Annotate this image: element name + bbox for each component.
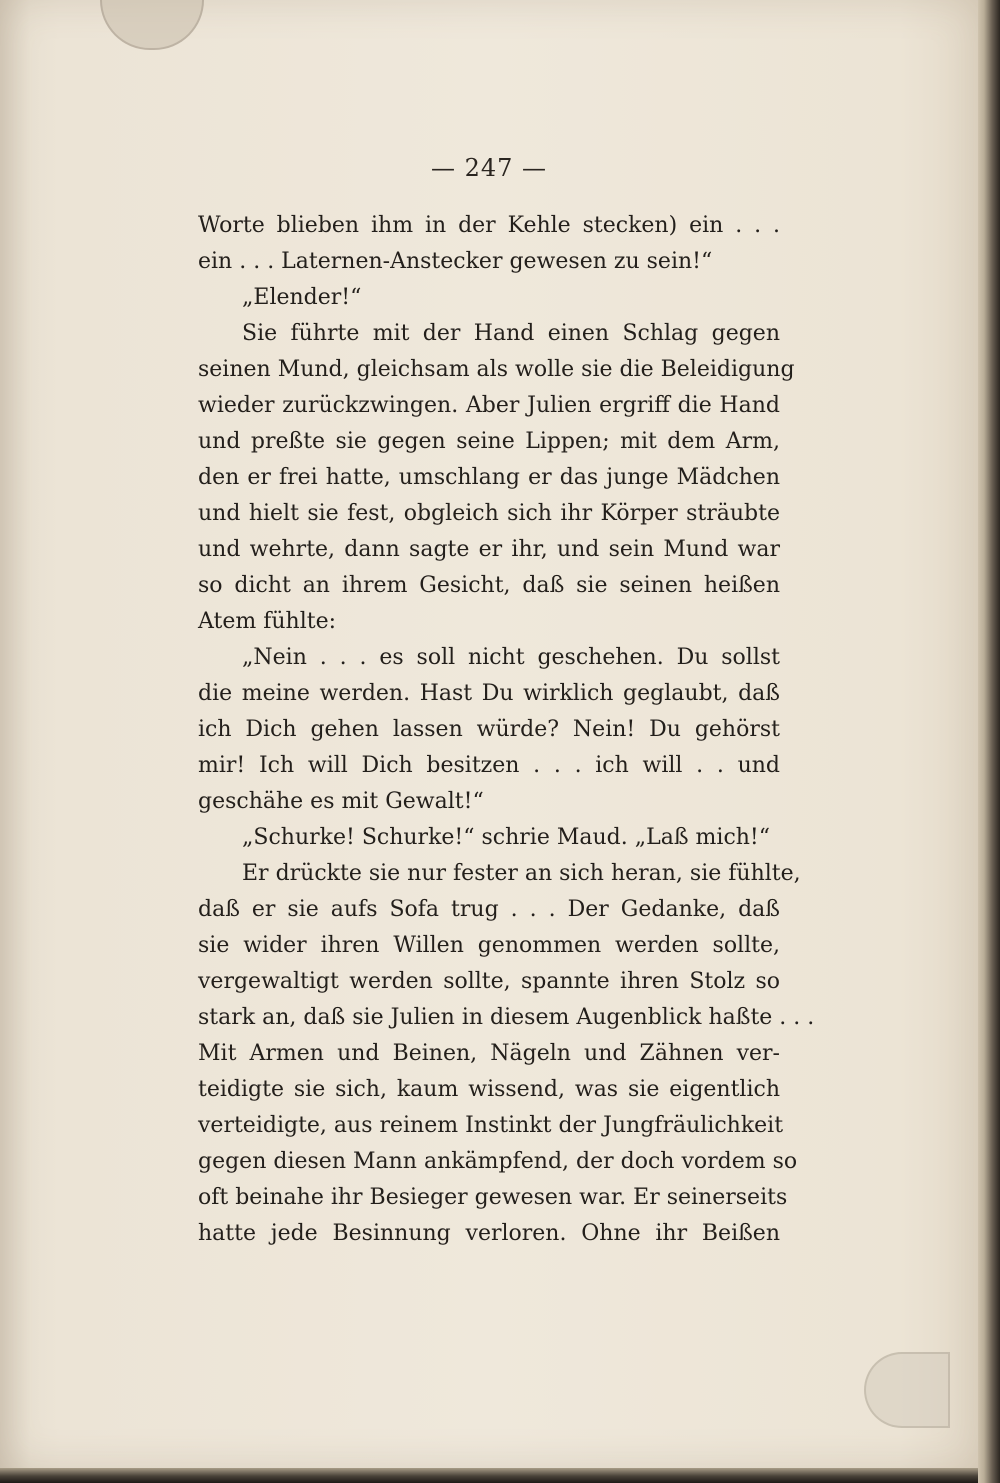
text-line: verteidigte, aus reinem Instinkt der Jungfräulichkeit <box>198 1113 784 1138</box>
text-line: Er drückte sie nur fester an sich heran, sie fühlte, <box>242 861 801 886</box>
text-line: und wehrte, dann sagte er ihr, und sein Mund war <box>198 537 780 562</box>
text-line: den er frei hatte, umschlang er das junge Mädchen <box>198 465 780 490</box>
text-line: ein . . . Laternen-Anstecker gewesen zu sein!“ <box>198 249 713 274</box>
text-line: die meine werden. Hast Du wirklich geglaubt, daß <box>198 681 780 706</box>
text-line: gegen diesen Mann ankämpfend, der doch vordem so <box>198 1149 798 1174</box>
text-line: Worte blieben ihm in der Kehle stecken) ein . . . <box>198 213 780 238</box>
page-number: — 247 — <box>430 154 548 182</box>
text-line: sie wider ihren Willen genommen werden sollte, <box>198 933 780 958</box>
page-edge-right <box>978 0 1000 1483</box>
text-line: und preßte sie gegen seine Lippen; mit dem Arm, <box>198 429 780 454</box>
text-line: Mit Armen und Beinen, Nägeln und Zähnen ver- <box>198 1041 780 1066</box>
text-line: Atem fühlte: <box>198 609 337 634</box>
page-edge-bottom <box>0 1468 978 1483</box>
text-line: „Schurke! Schurke!“ schrie Maud. „Laß mich!“ <box>242 825 771 850</box>
text-line: und hielt sie fest, obgleich sich ihr Körper sträubte <box>198 501 780 526</box>
text-line: ich Dich gehen lassen würde? Nein! Du gehörst <box>198 717 780 742</box>
text-line: oft beinahe ihr Besieger gewesen war. Er seinerseits <box>198 1185 788 1210</box>
text-line: „Elender!“ <box>242 285 362 310</box>
corner-clip-top <box>100 0 204 50</box>
text-line: vergewaltigt werden sollte, spannte ihren Stolz so <box>198 969 780 994</box>
text-line: mir! Ich will Dich besitzen . . . ich will . . und <box>198 753 780 778</box>
text-line: teidigte sie sich, kaum wissend, was sie eigentlich <box>198 1077 780 1102</box>
text-line: seinen Mund, gleichsam als wolle sie die Beleidigung <box>198 357 795 382</box>
text-line: „Nein . . . es soll nicht geschehen. Du sollst <box>242 645 780 670</box>
text-line: Sie führte mit der Hand einen Schlag gegen <box>242 321 780 346</box>
corner-clip-bottom <box>864 1352 950 1428</box>
text-line: geschähe es mit Gewalt!“ <box>198 789 484 814</box>
text-line: stark an, daß sie Julien in diesem Augenblick haßte . . . <box>198 1005 815 1030</box>
text-line: daß er sie aufs Sofa trug . . . Der Gedanke, daß <box>198 897 780 922</box>
text-line: so dicht an ihrem Gesicht, daß sie seinen heißen <box>198 573 780 598</box>
text-line: hatte jede Besinnung verloren. Ohne ihr Beißen <box>198 1221 780 1246</box>
text-line: wieder zurückzwingen. Aber Julien ergriff die Hand <box>198 393 780 418</box>
body-text <box>198 208 815 1252</box>
